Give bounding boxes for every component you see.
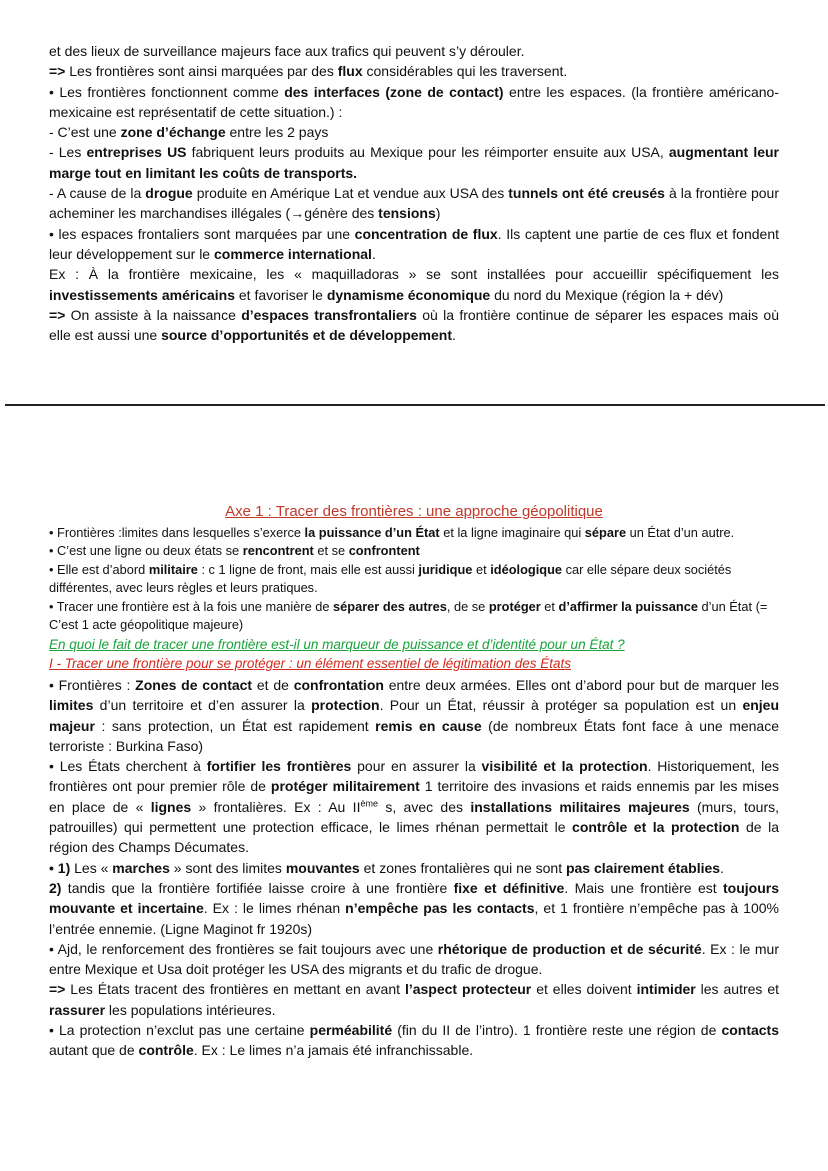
- top-paragraph: [49, 61, 779, 81]
- text-run: et de: [252, 677, 294, 693]
- top-paragraphs: [49, 41, 779, 345]
- top-paragraph: [49, 224, 779, 265]
- intro-text: [49, 524, 779, 634]
- text-run: s, avec des: [377, 798, 471, 815]
- body-paragraph: [49, 979, 779, 1020]
- text-run: =>: [49, 306, 66, 323]
- text-run: autant que de: [49, 1042, 139, 1059]
- intro-paragraphs: [49, 524, 779, 634]
- text-run: rassurer: [49, 1001, 106, 1018]
- text-run: enjeu majeur: [49, 697, 780, 734]
- text-run: • Les États cherchent à: [49, 758, 207, 775]
- text-run: • Ajd, le renforcement des frontières se fait toujours avec une: [49, 940, 438, 957]
- text-run: intimider: [636, 981, 696, 998]
- text-run: ème: [360, 798, 378, 809]
- page-top-text: [49, 41, 779, 345]
- text-run: des interfaces (zone de contact): [284, 83, 504, 100]
- text-run: tunnels ont été creusés: [508, 185, 665, 202]
- body-paragraph: [49, 858, 779, 878]
- text-run: séparer des autres: [333, 598, 447, 614]
- intro-paragraph: [49, 542, 779, 560]
- text-run: perméabilité: [309, 1022, 393, 1039]
- text-run: Zones de contact: [135, 677, 253, 693]
- text-run: rhétorique de production et de sécurité: [437, 940, 702, 957]
- text-run: . Ils captent une partie de ces flux et fondent leur développement sur le: [49, 225, 779, 262]
- intro-paragraph: [49, 561, 779, 598]
- text-run: et: [540, 598, 559, 614]
- text-run: Les États tracent des frontières en mettant en avant: [65, 981, 405, 998]
- section-divider: [5, 404, 825, 406]
- text-run: 1 territoire des invasions et raids ennemis par les mises en place de «: [49, 778, 779, 815]
- text-run: (murs, tours, patrouilles) qui permettent une protection efficace, le limes rhénan permettait le: [49, 798, 779, 836]
- text-run: d’un territoire et d’en assurer la: [93, 697, 312, 714]
- text-run: entre deux armées. Elles ont d’abord pour but de marquer les: [383, 677, 780, 693]
- text-run: sépare: [584, 525, 627, 540]
- text-run: . Ex : le limes rhénan: [203, 900, 346, 917]
- text-run: fixe et définitive: [453, 879, 565, 896]
- text-run: pour en assurer la: [351, 758, 482, 775]
- text-run: investissements américains: [49, 286, 235, 303]
- text-run: • 1): [49, 859, 71, 876]
- text-run: à la frontière pour acheminer les marchandises illégales (→génère des: [49, 185, 780, 222]
- text-run: tandis que la frontière fortifiée laisse croire à une frontière: [61, 879, 454, 896]
- text-run: . Ex : Le limes n’a jamais été infranchissable.: [193, 1042, 474, 1059]
- text-run: considérables qui les traversent.: [362, 63, 568, 80]
- text-run: contrôle: [138, 1042, 194, 1059]
- text-run: • Tracer une frontière est à la fois une manière de: [49, 598, 334, 614]
- intro-paragraph: [49, 598, 779, 635]
- text-run: produite en Amérique Lat et vendue aux USA des: [192, 185, 509, 202]
- text-run: militaire: [148, 561, 198, 577]
- text-run: entre les espaces. (la frontière américano-mexicaine est représentatif de cette situation.) :: [49, 83, 780, 120]
- body-paragraph: [49, 1020, 779, 1061]
- text-run: source d’opportunités et de développement: [161, 327, 453, 344]
- text-run: et zones frontalières qui ne sont: [359, 859, 566, 876]
- text-run: n’empêche pas les contacts: [345, 900, 535, 917]
- text-run: =>: [49, 63, 66, 80]
- text-run: d’espaces transfrontaliers: [241, 306, 417, 323]
- text-run: mouvantes: [285, 859, 360, 876]
- text-run: la puissance d’un État: [304, 525, 440, 540]
- text-run: entreprises US: [86, 144, 187, 161]
- body-paragraph: [49, 878, 779, 939]
- text-run: flux: [337, 63, 363, 80]
- text-run: (de nombreux États font face à une menace terroriste : Burkina Faso): [49, 717, 779, 754]
- page-title: Axe 1 : Tracer des frontières : une approche géopolitique: [225, 503, 603, 520]
- text-run: dynamisme économique: [326, 286, 491, 303]
- body-paragraph: [49, 939, 779, 980]
- top-paragraph: [49, 183, 779, 224]
- text-run: » frontalières. Ex : Au II: [191, 798, 361, 815]
- text-run: et se: [313, 543, 349, 559]
- text-run: protection: [311, 697, 380, 714]
- text-run: • C’est une ligne ou deux états se: [49, 543, 243, 559]
- text-run: .: [452, 327, 456, 344]
- text-run: du nord du Mexique (région la + dév): [490, 286, 724, 303]
- text-run: d’un État (= C’est 1 acte géopolitique majeure): [49, 598, 768, 633]
- text-run: tensions: [378, 205, 436, 222]
- text-run: : c 1 ligne de front, mais elle est aussi: [197, 561, 419, 577]
- body-paragraph: [49, 756, 779, 857]
- text-run: .: [371, 245, 376, 262]
- question-heading-block: [49, 635, 779, 673]
- text-run: les autres et: [695, 981, 780, 998]
- text-run: fortifier les frontières: [206, 758, 352, 775]
- text-run: • Elle est d’abord: [49, 561, 149, 577]
- text-run: visibilité et la protection: [481, 758, 648, 775]
- text-run: : sans protection, un État est rapidement: [94, 717, 376, 734]
- text-run: contrôle et la protection: [572, 819, 740, 836]
- text-run: . Pour un État, réussir à protéger sa population est un: [379, 697, 743, 714]
- text-run: • Frontières :: [49, 677, 136, 693]
- text-run: , et 1 frontière n’empêche pas à 100% l’entrée ennemie. (Ligne Maginot fr 1920s): [49, 900, 779, 937]
- text-run: Les «: [70, 859, 113, 876]
- top-paragraph: [49, 305, 779, 346]
- text-run: confrontent: [348, 543, 420, 559]
- text-run: drogue: [145, 185, 193, 202]
- text-run: .: [720, 859, 724, 876]
- text-run: pas clairement établies: [565, 859, 721, 876]
- text-run: où la frontière continue de séparer les espaces mais où elle est aussi une: [49, 306, 779, 344]
- top-paragraph: [49, 122, 779, 142]
- text-run: . Historiquement, les frontières ont pour premier rôle de: [49, 758, 780, 795]
- text-run: fabriquent leurs produits au Mexique pour les réimporter ensuite aux USA,: [186, 144, 669, 161]
- text-run: installations militaires majeures: [470, 798, 690, 815]
- text-run: • Frontières :limites dans lesquelles s’exerce: [49, 525, 305, 540]
- text-run: • La protection n’exclut pas une certaine: [49, 1022, 310, 1039]
- text-run: toujours mouvante et incertaine: [49, 879, 779, 917]
- top-paragraph: [49, 142, 779, 183]
- top-paragraph: [49, 82, 779, 123]
- text-run: juridique: [418, 561, 473, 577]
- text-run: - A cause de la: [49, 185, 146, 202]
- text-run: et: [472, 561, 491, 577]
- text-run: un État d’un autre.: [626, 525, 735, 540]
- text-run: et des lieux de surveillance majeurs face aux trafics qui peuvent s’y dérouler.: [49, 43, 525, 59]
- body-paragraph: [49, 675, 779, 756]
- text-run: remis en cause: [375, 717, 482, 734]
- text-run: On assiste à la naissance: [65, 306, 242, 323]
- text-run: augmentant leur marge tout en limitant les coûts de transports.: [49, 144, 780, 181]
- text-run: zone d’échange: [120, 124, 226, 141]
- text-run: rencontrent: [242, 543, 314, 559]
- text-run: idéologique: [490, 561, 563, 577]
- text-run: l’aspect protecteur: [404, 981, 532, 998]
- section-heading: I - Tracer une frontière pour se protéger : un élément essentiel de légitimation des États: [49, 656, 572, 671]
- body-text: [49, 675, 779, 1061]
- text-run: . Ex : le mur entre Mexique et Usa doit protéger les USA des migrants et du trafic de drogue.: [49, 940, 780, 978]
- problem-question: En quoi le fait de tracer une frontière est-il un marqueur de puissance et d’identité pour un État ?: [49, 637, 625, 652]
- text-run: limites: [49, 697, 94, 714]
- text-run: et elles doivent: [531, 981, 637, 998]
- text-run: 2): [49, 879, 62, 896]
- text-run: confrontation: [293, 677, 384, 693]
- text-run: • les espaces frontaliers sont marquées par une: [49, 225, 355, 242]
- intro-paragraph: [49, 524, 779, 542]
- text-run: • Les frontières fonctionnent comme: [49, 83, 285, 100]
- text-run: - C’est une: [49, 124, 121, 141]
- text-run: et favoriser le: [235, 286, 327, 303]
- text-run: Ex : À la frontière mexicaine, les « maquilladoras » se sont installées pour accueillir spécifiquement les: [49, 266, 779, 283]
- text-run: - Les: [49, 144, 87, 161]
- text-run: =>: [49, 981, 66, 998]
- text-run: protéger: [488, 598, 541, 614]
- text-run: concentration de flux: [354, 225, 498, 242]
- text-run: » sont des limites: [169, 859, 286, 876]
- text-run: ): [435, 205, 441, 222]
- text-run: car elle sépare deux sociétés différentes, avec leurs règles et leurs pratiques.: [49, 561, 732, 596]
- text-run: Les frontières sont ainsi marquées par des: [65, 63, 338, 80]
- text-run: , de se: [446, 598, 489, 614]
- text-run: et la ligne imaginaire qui: [439, 525, 585, 540]
- text-run: contacts: [721, 1022, 780, 1039]
- body-paragraphs: [49, 675, 779, 1061]
- text-run: entre les 2 pays: [225, 124, 329, 141]
- text-run: d’affirmer la puissance: [558, 598, 698, 614]
- text-run: . Mais une frontière est: [564, 879, 723, 896]
- text-run: protéger militairement: [270, 778, 420, 795]
- text-run: (fin du II de l’intro). 1 frontière reste une région de: [392, 1022, 722, 1039]
- text-run: lignes: [150, 798, 192, 815]
- text-run: commerce international: [214, 245, 372, 262]
- top-paragraph: [49, 264, 779, 305]
- top-paragraph: [49, 41, 779, 61]
- text-run: les populations intérieures.: [105, 1001, 276, 1018]
- text-run: de la région des Champs Décumates.: [49, 819, 779, 856]
- text-run: marches: [112, 859, 170, 876]
